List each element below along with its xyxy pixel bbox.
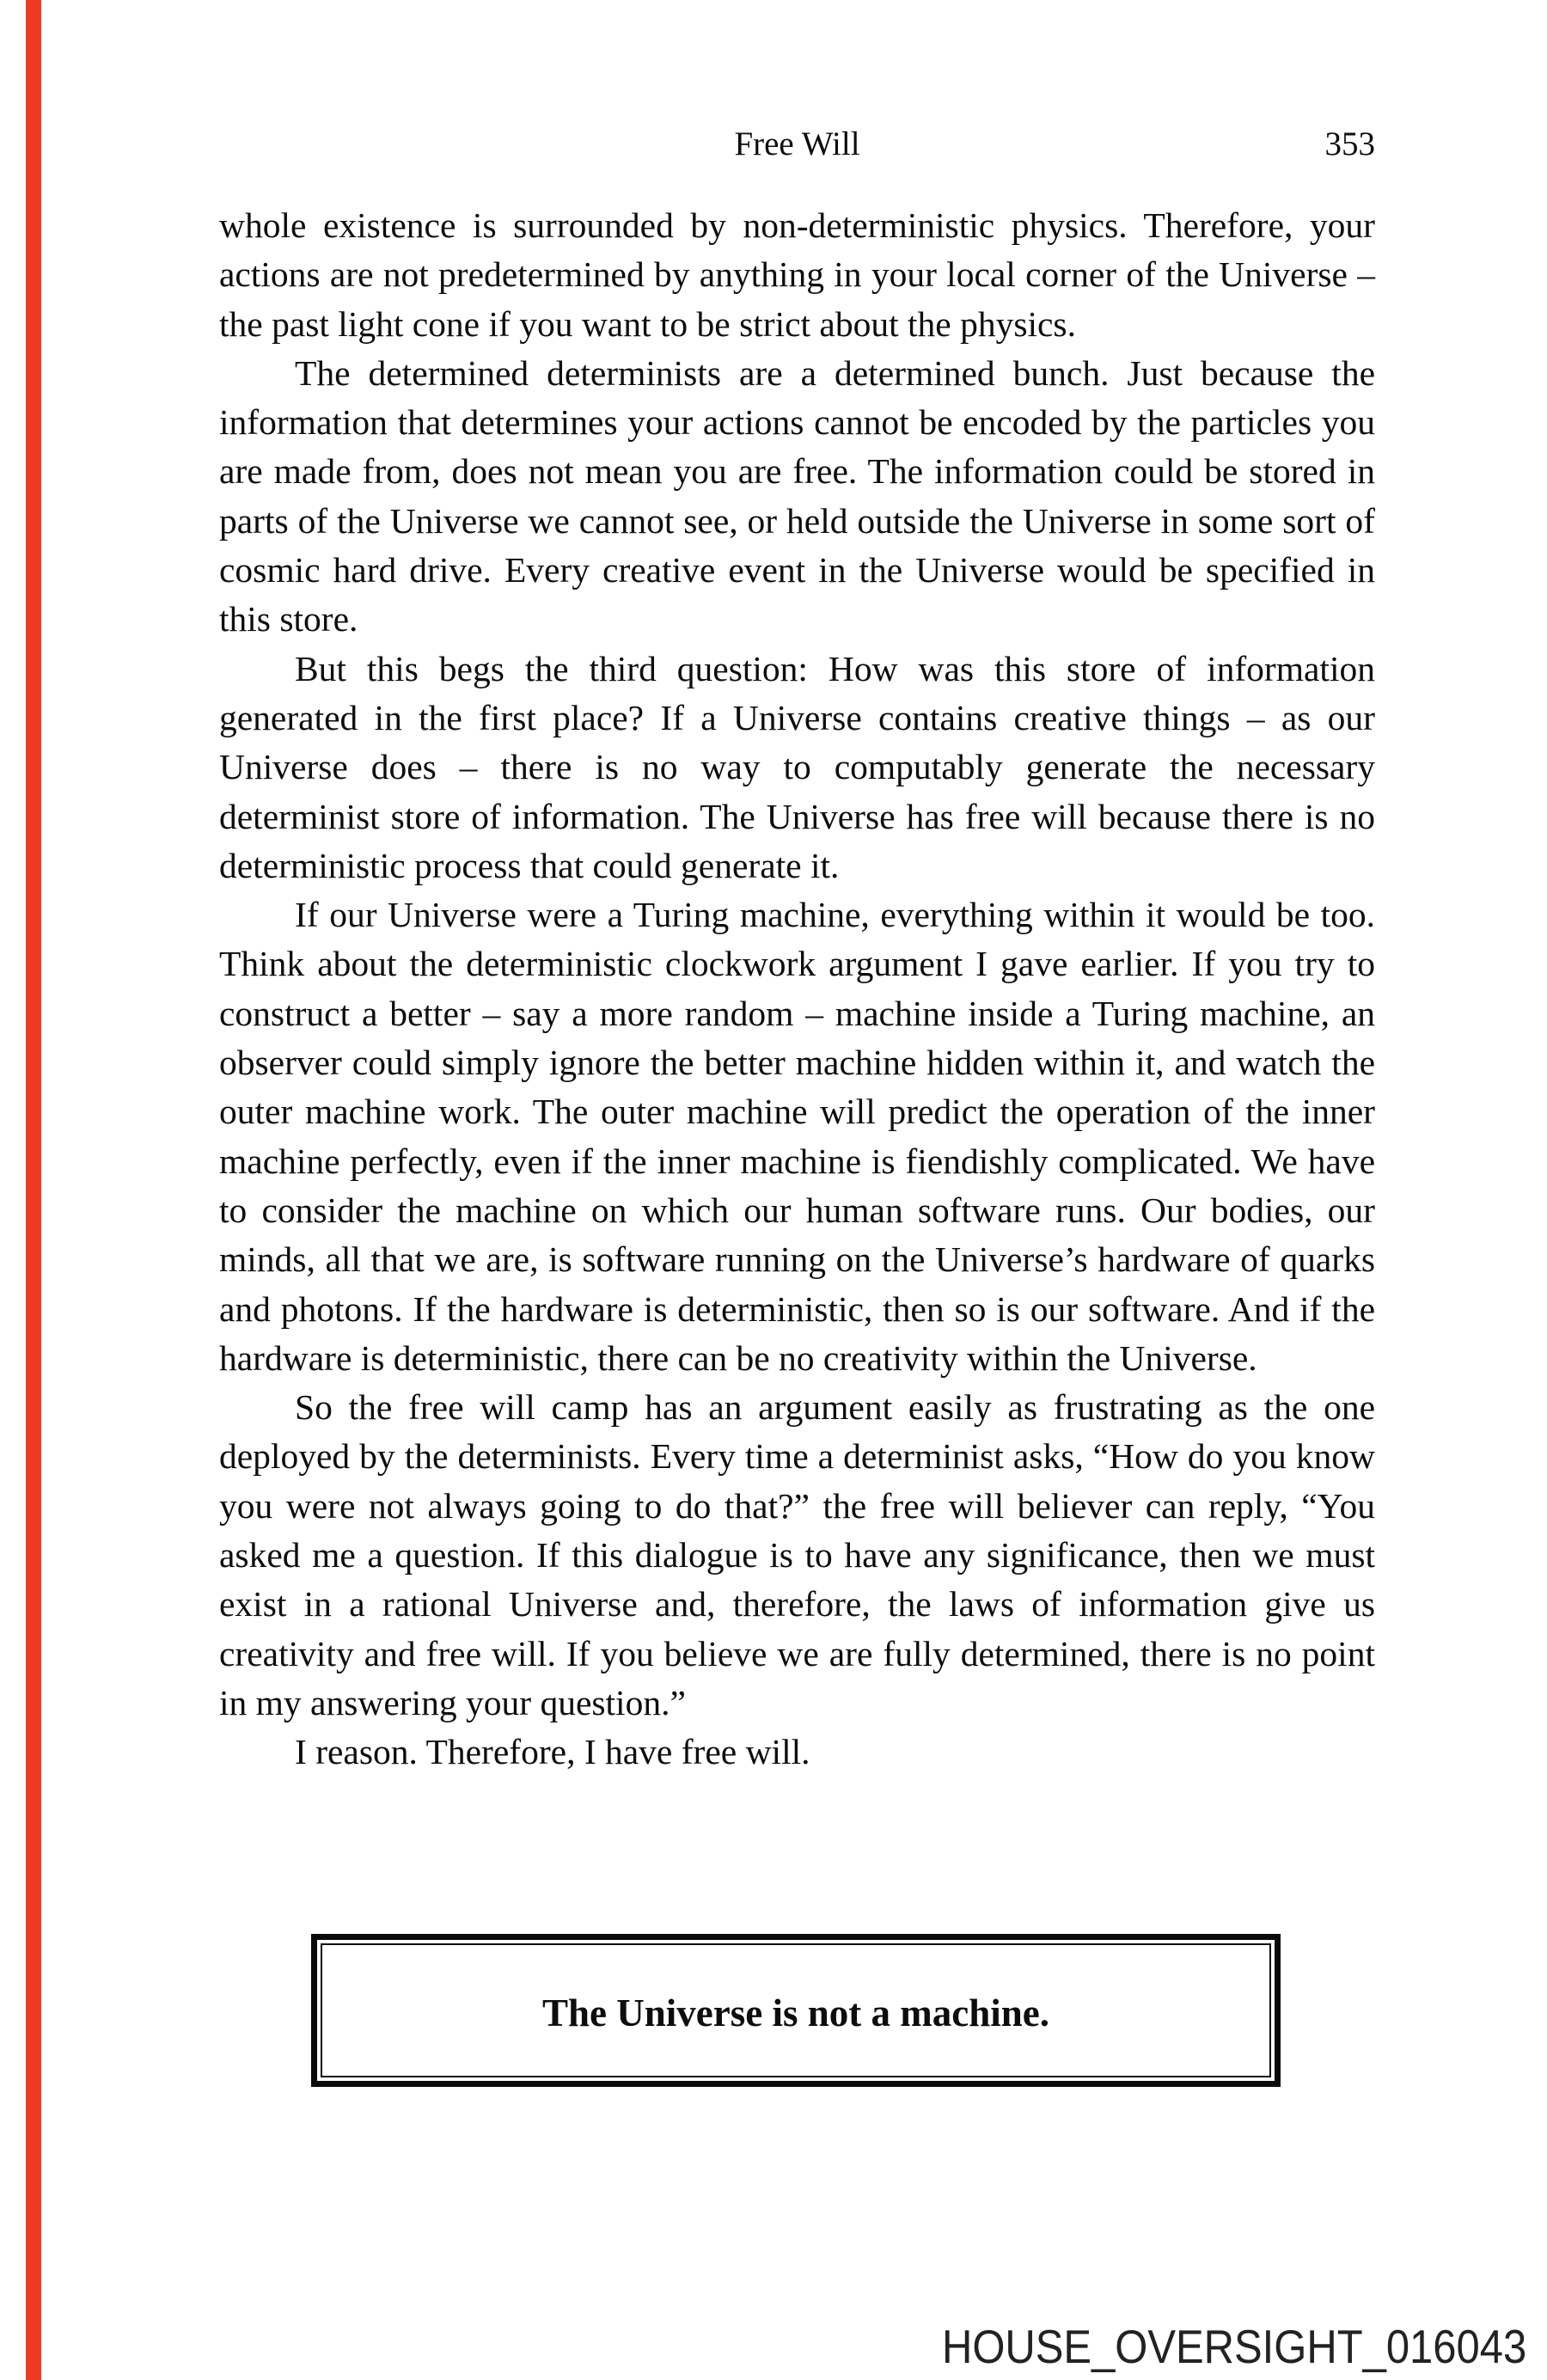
callout-text: The Universe is not a machine. — [542, 1991, 1049, 2034]
paragraph-5: So the free will camp has an argument easily as frustrating as the one deployed by the determinists. Every time a determinist asks, “How do you know you were not always going to do that?” the free will believer can reply, “You asked me a question. If this dialogue is to have any significance, then we must exist in a rational Universe and, therefore, the laws of information give us creativity and free will. If you believe we are fully determined, there is no point in my answering your question.” — [219, 1387, 1375, 1722]
paragraph-2: The determined determinists are a determined bunch. Just because the information that determines your actions cannot be encoded by the particles you are made from, does not mean you are free. The information could be stored in parts of the Universe we cannot see, or held outside the Universe in some sort of cosmic hard drive. Every creative event in the Universe would be specified in this store. — [219, 352, 1375, 639]
body-text — [219, 201, 1375, 1777]
running-title: Free Will — [734, 125, 860, 162]
page-number: 353 — [1324, 125, 1375, 162]
paragraph-1: whole existence is surrounded by non-deterministic physics. Therefore, your actions are not predetermined by anything in your local corner of the Universe – the past light cone if you want to be strict about the physics. — [219, 205, 1375, 344]
callout-box-inner-border — [321, 1943, 1271, 2077]
paragraph-4: If our Universe were a Turing machine, everything within it would be too. Think about the deterministic clockwork argument I gave earlier. If you try to construct a better – say a more random – machine inside a Turing machine, an observer could simply ignore the better machine hidden within it, and watch the outer machine work. The outer machine will predict the operation of the inner machine perfectly, even if the inner machine is fiendishly complicated. We have to consider the machine on which our human software runs. Our bodies, our minds, all that we are, is software running on the Universe’s hardware of quarks and photons. If the hardware is deterministic, then so is our software. And if the hardware is deterministic, there can be no creativity within the Universe. — [219, 895, 1375, 1378]
paragraph-6: I reason. Therefore, I have free will. — [295, 1732, 810, 1772]
red-edge-strip — [26, 0, 41, 2380]
page-header — [219, 125, 1375, 168]
paragraph-3: But this begs the third question: How was this store of information generated in the first place? If a Universe contains creative things – as our Universe does – there is no way to computably generate the necessary determinist store of information. The Universe has free will because there is no deterministic process that could generate it. — [219, 648, 1375, 885]
callout-box — [311, 1934, 1281, 2087]
bates-number-watermark: HOUSE_OVERSIGHT_016043 — [942, 2320, 1527, 2373]
